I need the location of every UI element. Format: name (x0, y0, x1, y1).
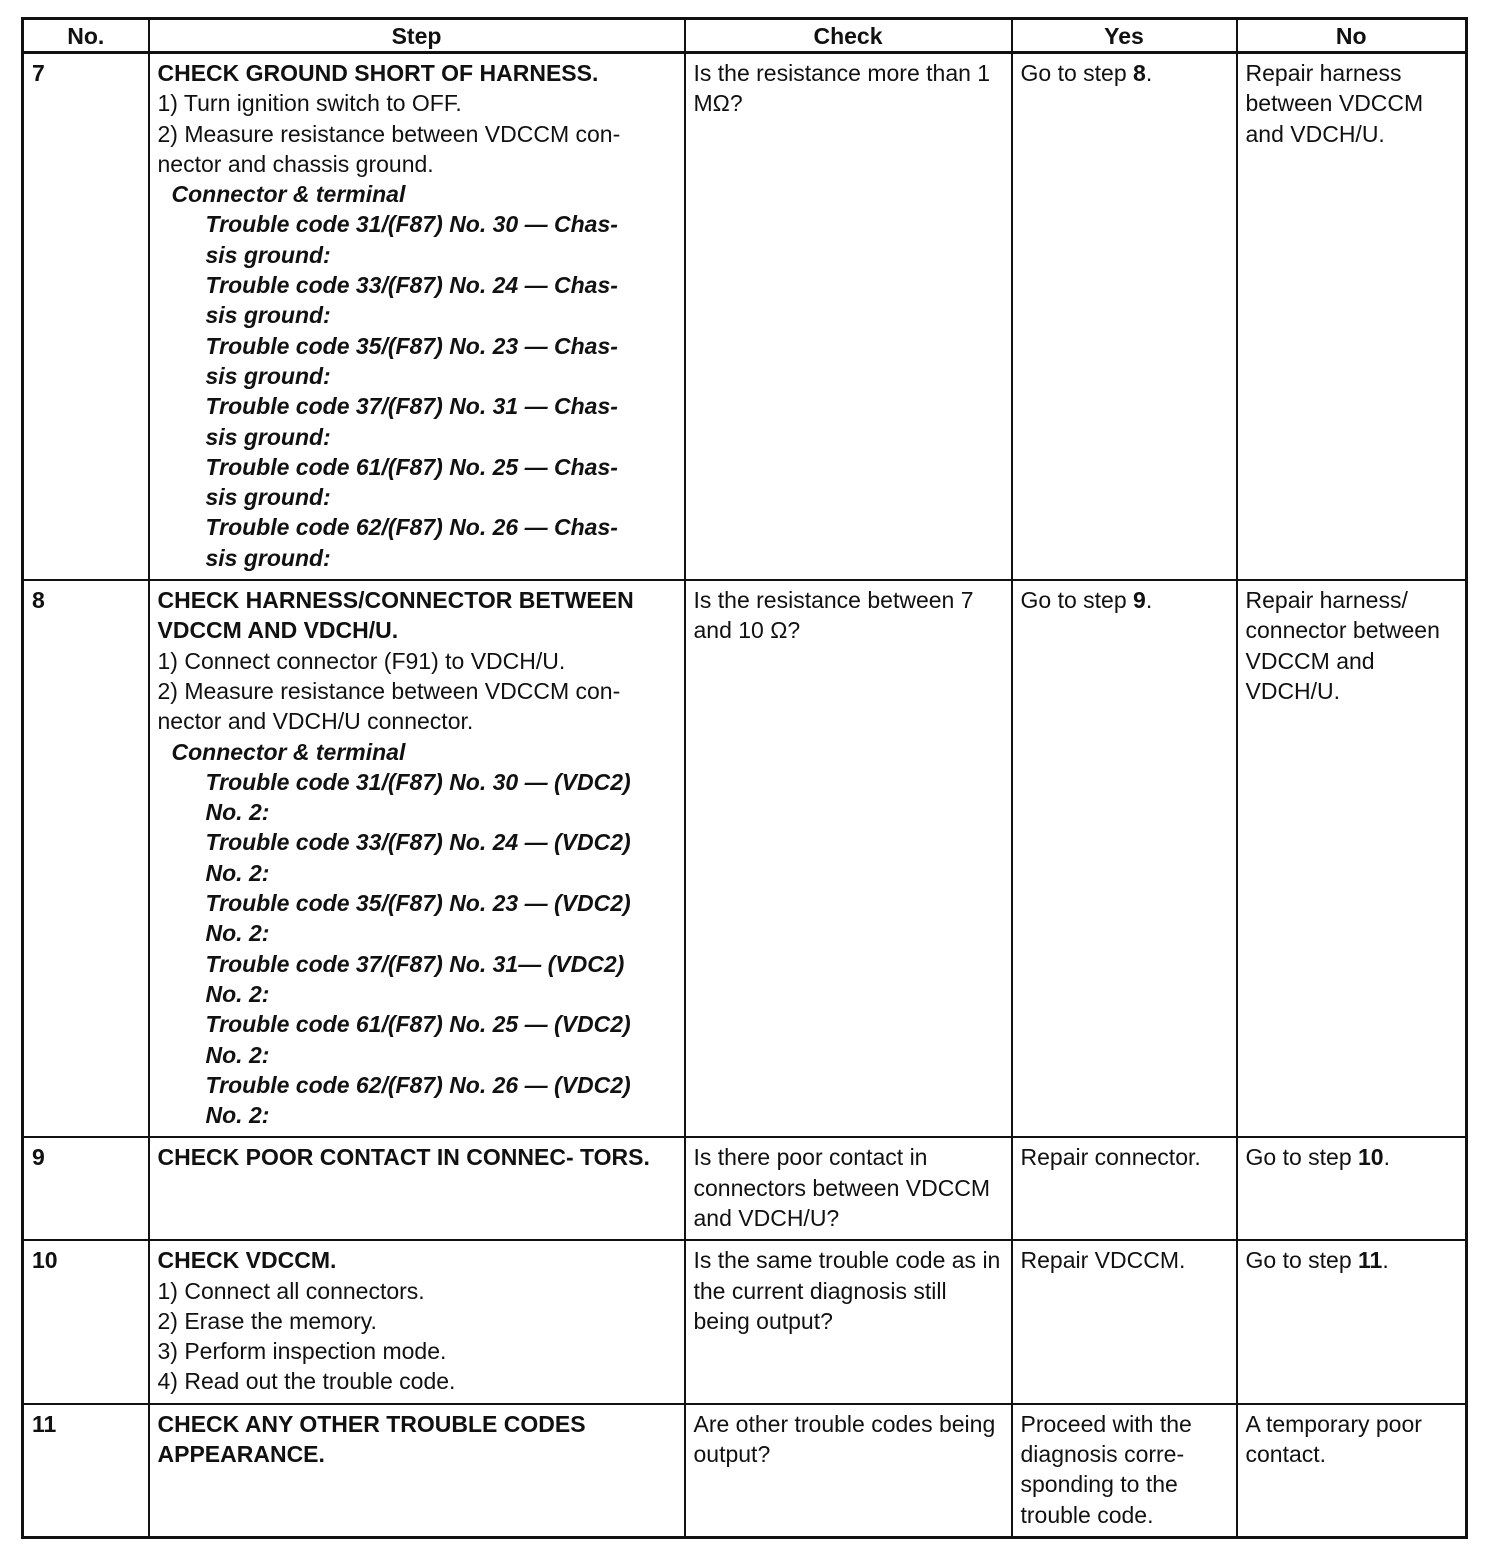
check-cell: Is there poor contact in connectors between VDCCM and VDCH/U? (685, 1137, 1012, 1240)
step-instruction: 2) Measure resistance between VDCCM con- (157, 120, 621, 147)
step-title: CHECK POOR CONTACT IN CONNEC- TORS. (157, 1144, 650, 1171)
step-instruction: 1) Turn ignition switch to OFF. (157, 90, 462, 117)
header-no-result: No (1237, 19, 1467, 53)
step-title: CHECK GROUND SHORT OF HARNESS. (157, 60, 599, 86)
connector-terminal-item: Trouble code 61/(F87) No. 25 — Chas- (205, 453, 618, 480)
yes-step-ref: 8 (1133, 60, 1146, 86)
step-number: 8 (23, 580, 149, 1137)
step-number: 10 (23, 1240, 149, 1403)
check-cell: Are other trouble codes being output? (685, 1404, 1012, 1538)
no-text: Go to step (1245, 1247, 1359, 1274)
connector-terminal-item: No. 2: (205, 799, 270, 826)
connector-terminal-item: Trouble code 35/(F87) No. 23 — (VDC2) (205, 890, 631, 917)
connector-terminal-item: sis ground: (205, 484, 331, 511)
table-row (23, 1404, 1467, 1538)
step-instruction: 3) Perform inspection mode. (157, 1338, 447, 1365)
yes-text: Go to step (1020, 587, 1134, 614)
step-instruction: 1) Connect connector (F91) to VDCH/U. (157, 647, 566, 674)
yes-text: Repair VDCCM. (1020, 1247, 1186, 1274)
connector-terminal-item: No. 2: (205, 1041, 270, 1068)
no-text-suffix: . (1382, 1247, 1389, 1274)
yes-step-ref: 9 (1133, 587, 1146, 614)
header-check: Check (685, 19, 1012, 53)
no-text: Repair harness between VDCCM and VDCH/U. (1245, 60, 1424, 147)
connector-terminal-item: sis ground: (205, 302, 331, 329)
step-cell (149, 53, 685, 581)
yes-cell (1012, 1137, 1237, 1240)
connector-terminal-item: Trouble code 35/(F87) No. 23 — Chas- (205, 332, 618, 359)
connector-terminal-item: sis ground: (205, 362, 331, 389)
yes-cell (1012, 1240, 1237, 1403)
no-cell (1237, 580, 1467, 1137)
connector-terminal-item: No. 2: (205, 920, 270, 947)
check-cell: Is the resistance between 7 and 10 Ω? (685, 580, 1012, 1137)
header-no: No. (23, 19, 149, 53)
yes-cell (1012, 53, 1237, 581)
table-row (23, 53, 1467, 581)
connector-terminal-item: sis ground: (205, 241, 331, 268)
step-cell (149, 1240, 685, 1403)
step-number: 9 (23, 1137, 149, 1240)
step-title: CHECK ANY OTHER TROUBLE CODES APPEARANCE. (157, 1410, 586, 1468)
connector-terminal-item: Trouble code 62/(F87) No. 26 — Chas- (205, 514, 618, 541)
connector-terminal-item: Trouble code 62/(F87) No. 26 — (VDC2) (205, 1071, 631, 1098)
no-step-ref: 11 (1358, 1247, 1383, 1274)
step-number: 11 (23, 1404, 149, 1538)
yes-text: Proceed with the diagnosis corre- sponding to the trouble code. (1020, 1410, 1192, 1528)
step-title: CHECK VDCCM. (157, 1247, 337, 1274)
no-text: A temporary poor contact. (1245, 1410, 1422, 1468)
connector-terminal-heading: Connector & terminal (171, 181, 406, 208)
yes-cell (1012, 1404, 1237, 1538)
step-title: CHECK HARNESS/CONNECTOR BETWEEN VDCCM AND VDCH/U. (157, 587, 634, 644)
step-instruction: nector and VDCH/U connector. (157, 708, 474, 735)
step-cell (149, 1404, 685, 1538)
step-instruction: 2) Erase the memory. (157, 1307, 377, 1334)
check-cell: Is the same trouble code as in the current diagnosis still being output? (685, 1240, 1012, 1403)
no-text-suffix: . (1383, 1144, 1390, 1171)
diagnosis-table (21, 17, 1468, 1539)
connector-terminal-item: Trouble code 37/(F87) No. 31— (VDC2) (205, 950, 625, 977)
yes-text: Repair connector. (1020, 1144, 1201, 1171)
connector-terminal-item: Trouble code 37/(F87) No. 31 — Chas- (205, 393, 618, 420)
connector-terminal-item: No. 2: (205, 980, 270, 1007)
step-instruction: 1) Connect all connectors. (157, 1277, 425, 1304)
table-row (23, 1240, 1467, 1403)
connector-terminal-item: Trouble code 33/(F87) No. 24 — Chas- (205, 272, 618, 299)
no-cell (1237, 1404, 1467, 1538)
connector-terminal-item: No. 2: (205, 859, 270, 886)
no-step-ref: 10 (1358, 1144, 1384, 1171)
table-row (23, 580, 1467, 1137)
connector-terminal-item: sis ground: (205, 423, 331, 450)
connector-terminal-item: Trouble code 31/(F87) No. 30 — (VDC2) (205, 768, 631, 795)
step-instruction: nector and chassis ground. (157, 150, 434, 177)
header-row (23, 19, 1467, 53)
step-cell (149, 580, 685, 1137)
table-row (23, 1137, 1467, 1240)
yes-text-suffix: . (1145, 60, 1153, 86)
connector-terminal-item: Trouble code 33/(F87) No. 24 — (VDC2) (205, 829, 631, 856)
yes-text-suffix: . (1145, 587, 1153, 614)
no-text: Repair harness/ connector between VDCCM and VDCH/U. (1245, 587, 1440, 704)
yes-cell (1012, 580, 1237, 1137)
step-number: 7 (23, 53, 149, 581)
header-yes: Yes (1012, 19, 1237, 53)
yes-text: Go to step (1020, 60, 1134, 86)
step-instruction: 2) Measure resistance between VDCCM con- (157, 677, 621, 704)
connector-terminal-heading: Connector & terminal (171, 738, 406, 765)
no-cell (1237, 53, 1467, 581)
no-cell (1237, 1240, 1467, 1403)
step-instruction: 4) Read out the trouble code. (157, 1368, 456, 1395)
connector-terminal-item: Trouble code 61/(F87) No. 25 — (VDC2) (205, 1011, 631, 1038)
check-cell: Is the resistance more than 1 MΩ? (685, 53, 1012, 581)
connector-terminal-item: No. 2: (205, 1102, 270, 1129)
connector-terminal-item: sis ground: (205, 544, 331, 571)
no-cell (1237, 1137, 1467, 1240)
step-cell (149, 1137, 685, 1240)
connector-terminal-item: Trouble code 31/(F87) No. 30 — Chas- (205, 211, 618, 238)
no-text: Go to step (1245, 1144, 1359, 1171)
header-step: Step (149, 19, 685, 53)
